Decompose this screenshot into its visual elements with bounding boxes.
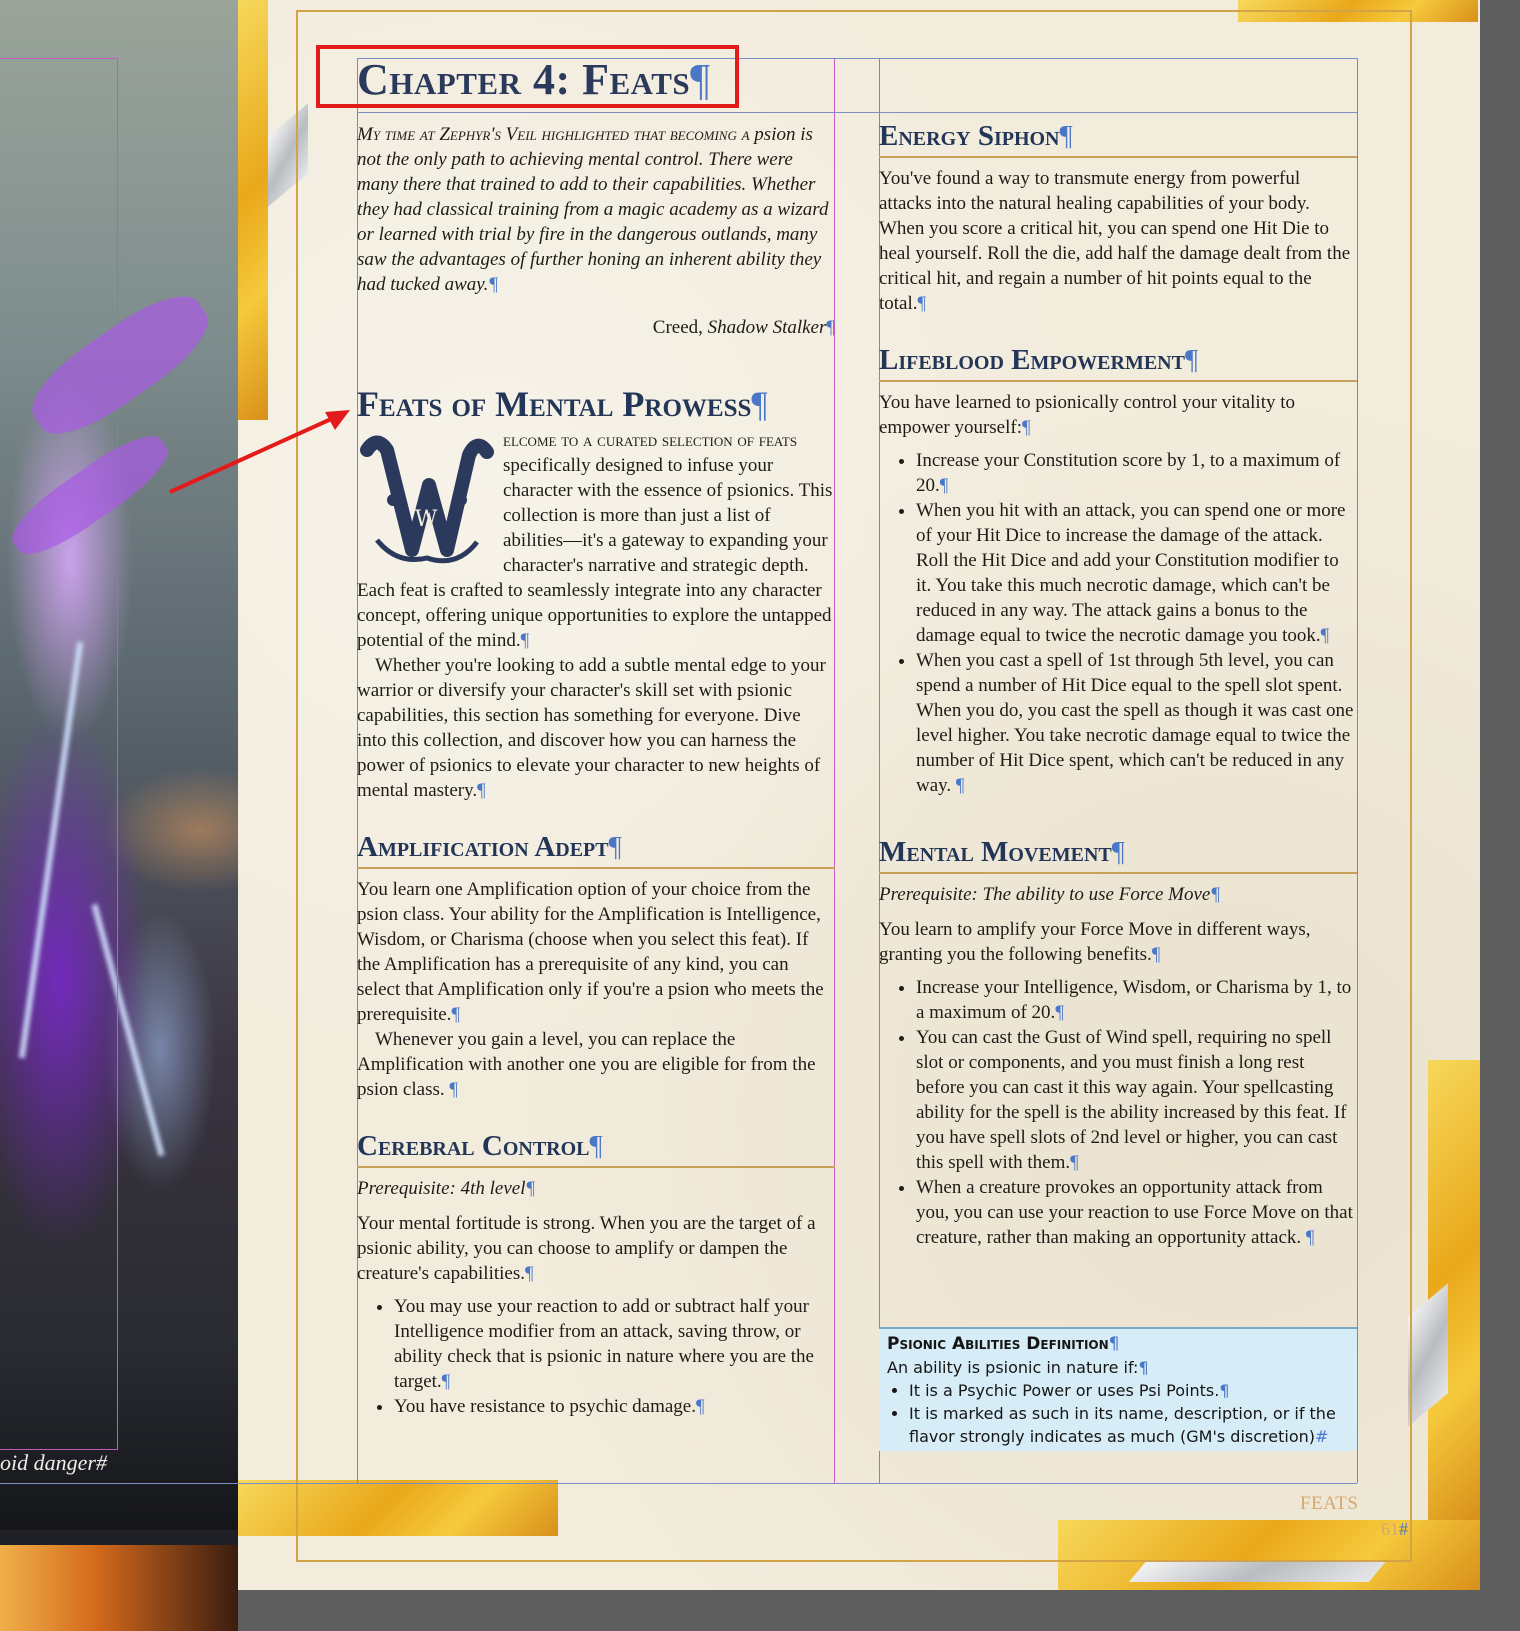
left-column [357,122,835,1419]
section-body-mental-movement[interactable]: Prerequisite: The ability to use Force Move¶ You learn to amplify your Force Move in different ways, granting you the following benefits.¶ • Increase your Intelligence, Wisdom, or Charisma by 1, to a maximum of 20.¶ • You can cast the Gust of Wind spell, requiring no spell slot or components, and you must finish a long rest before you can cast it this way again. Your spellcasting ability for the spell is the ability increased by this feat. If you have spell slots of 2nd level or higher, you can cast this spell with them.¶ • When a creature provokes an opportunity attack from you, you can use your reaction to use Force Move on that creature, rather than making an opportunity attack. ¶ [879,882,1357,1250]
section-title-lifeblood-empowerment[interactable]: Lifeblood Empowerment¶ [879,342,1357,382]
frame-gold-right-bottom [1428,1060,1480,1520]
list-item[interactable]: • When you cast a spell of 1st through 5th level, you can spend a number of Hit Dice equal to the spell slot spent. When you do, you cast the spell as though it was cast one level higher. You take necrotic damage equal to twice the number of Hit Dice spent, which can't be reduced in any way. ¶ [916,648,1357,798]
lifeblood-list [879,448,1357,798]
page-number: 61# [1381,1519,1408,1539]
section-title-amplification-adept[interactable]: Amplification Adept¶ [357,829,835,869]
annotation-highlight-box [316,45,739,108]
psionic-definition-sidebar[interactable] [879,1327,1357,1451]
section-title-cerebral-control[interactable]: Cerebral Control¶ [357,1128,835,1168]
pasteboard-right [1480,0,1520,1631]
art-caption-text: oid danger# [0,1450,107,1475]
section-title-energy-siphon[interactable]: Energy Siphon¶ [879,118,1357,158]
dropcap-ornament [357,430,495,570]
frame-silver-bottom [1129,1560,1387,1582]
list-item[interactable]: • It is a Psychic Power or uses Psi Points.¶ [909,1379,1349,1402]
art-guide-frame [0,58,118,1450]
list-item[interactable]: • You may use your reaction to add or subtract half your Intelligence modifier from an attack, saving throw, or ability check that is psionic in nature where you are the target.¶ [394,1294,835,1394]
list-item[interactable]: • When you hit with an attack, you can spend one or more of your Hit Dice to increase the damage of the attack. Roll the Hit Dice and add your Constitution modifier to it. You take this much necrotic damage, which can't be reduced in any way. The attack gains a bonus to the damage equal to twice the necrotic damage you took.¶ [916,498,1357,648]
list-item[interactable]: • You have resistance to psychic damage.¶ [394,1394,835,1419]
quote-attribution[interactable]: Creed, Shadow Stalker¶ [652,317,835,338]
list-item[interactable]: • It is marked as such in its name, description, or if the flavor strongly indicates as much (GM's discretion)# [909,1402,1349,1448]
section-body-energy-siphon[interactable]: You've found a way to transmute energy from powerful attacks into the natural healing capabilities of your body. When you score a critical hit, you can spend one Hit Die to heal yourself. Roll the die, add half the damage dealt from the critical hit, and regain a number of hit points equal to the total.¶ [879,168,1351,314]
list-item[interactable]: • You can cast the Gust of Wind spell, requiring no spell slot or components, and you must finish a long rest before you can cast it this way again. Your spellcasting ability for the spell is the ability increased by this feat. If you have spell slots of 2nd level or higher, you can cast this spell with them.¶ [916,1025,1357,1175]
cerebral-control-list [357,1294,835,1419]
svg-text:W: W [414,507,438,532]
sidebar-title[interactable]: Psionic Abilities Definition¶ [887,1334,1120,1354]
sidebar-list [887,1379,1349,1448]
intro-quote[interactable]: My time at Zephyr's Veil highlighted that becoming a psion is not the only path to achieving mental control. There were many there that trained to add to their capabilities. Whether they had classical training from a magic academy as a wizard or learned with trial by fire in the dangerous outlands, many saw the advantages of further honing an inherent ability they had tucked away.¶ [357,124,829,295]
section-body-lifeblood-empowerment[interactable]: You have learned to psionically control your vitality to empower yourself:¶ • Increase your Constitution score by 1, to a maximum of 20.¶ • When you hit with an attack, you can spend one or more of your Hit Dice to increase the damage of the attack. Roll the Hit Dice and add your Constitution modifier to it. You take this much necrotic damage, which can't be reduced in any way. The attack gains a bonus to the damage equal to twice the necrotic damage you took.¶ • When you cast a spell of 1st through 5th level, you can spend a number of Hit Dice equal to the spell slot spent. When you do, you cast the spell as though it was cast one level higher. You take necrotic damage equal to twice the number of Hit Dice spent, which can't be reduced in any way. ¶ [879,390,1357,798]
list-item[interactable]: • Increase your Intelligence, Wisdom, or Charisma by 1, to a maximum of 20.¶ [916,975,1357,1025]
right-column [879,118,1357,1250]
section-body-cerebral-control[interactable]: Prerequisite: 4th level¶ Your mental fortitude is strong. When you are the target of a psionic ability, you can choose to amplify or dampen the creature's capabilities.¶ • You may use your reaction to add or subtract half your Intelligence modifier from an attack, saving throw, or ability check that is psionic in nature where you are the target.¶ • You have resistance to psychic damage.¶ [357,1176,835,1419]
art-fire-glow [0,1545,238,1631]
mental-movement-list [879,975,1357,1250]
sidebar-intro[interactable]: An ability is psionic in nature if:¶ [887,1358,1149,1377]
annotation-arrow [165,400,365,500]
guide-column-right [1357,58,1358,1483]
spread-artwork [0,0,238,1631]
section-body-amplification-adept[interactable]: You learn one Amplification option of your choice from the psion class. Your ability for the Amplification is Intelligence, Wisdom, or Charisma (choose when you select this feat). If the Amplification has a prerequisite of any kind, you can select that Amplification only if you're a psion who meets the prerequisite.¶ Whenever you gain a level, you can replace the Amplification with another one you are eligible for from the psion class. ¶ [357,879,824,1100]
guide-bottom-margin [0,1483,1357,1484]
section-title-mental-movement[interactable]: Mental Movement¶ [879,834,1357,874]
list-item[interactable]: • When a creature provokes an opportunity attack from you, you can use your reaction to use Force Move on that creature, rather than making an opportunity attack. ¶ [916,1175,1357,1250]
guide-header-line [357,112,1357,113]
list-item[interactable]: • Increase your Constitution score by 1, to a maximum of 20.¶ [916,448,1357,498]
pasteboard-bottom [238,1590,1520,1631]
frame-gold-left-top [238,0,268,420]
section-title-mental-prowess[interactable]: Feats of Mental Prowess¶ [357,384,768,424]
chapter-title[interactable]: Chapter 4: Feats¶ [357,55,711,104]
running-footer: FEATS [1300,1493,1359,1514]
section-body-mental-prowess[interactable]: W elcome to a curated selection of feats specifically designed to infuse your character with the essence of psionics. This collection is more than just a list of abilities—it's a gateway to expanding your character's narrative and strategic depth. Each feat is crafted to seamlessly integrate into any character concept, offering unique opportunities to explore the untapped potential of the mind.¶ Whether you're looking to add a subtle mental edge to your warrior or diversify your character's skill set with psionic capabilities, this section has something for everyone. Dive into this collection, and discover how you can harness the power of psionics to elevate your character to new heights of mental mastery.¶ [357,430,833,801]
